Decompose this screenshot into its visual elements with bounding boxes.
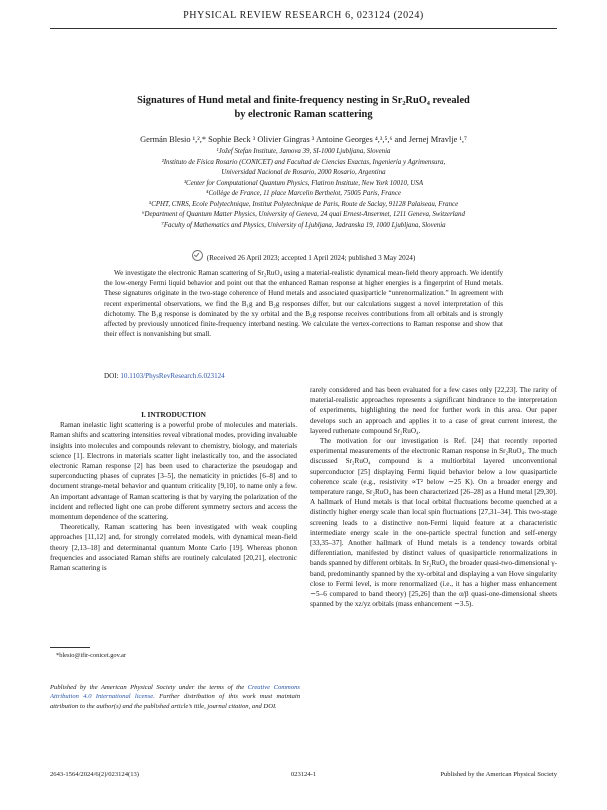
- affiliation: Universidad Nacional de Rosario, 2000 Rosario, Argentina: [221, 169, 386, 176]
- title-line-1: Signatures of Hund metal and finite-frequency nesting in Sr₂RuO₄ revealed: [137, 95, 470, 106]
- affiliation: ³Center for Computational Quantum Physics, Flatiron Institute, New York 10010, USA: [183, 179, 424, 187]
- affiliations: [40, 147, 567, 231]
- affiliation: ¹Jožef Stefan Institute, Jamova 39, SI-1000 Ljubljana, Slovenia: [216, 148, 391, 155]
- author-list: Germán Blesio ¹,²,* Sophie Beck ³ Olivier Gingras ³ Antoine Georges ⁴,³,⁵,⁶ and Jernej Mravlje ¹,⁷: [140, 135, 467, 144]
- left-column: [50, 410, 297, 573]
- paragraph: Theoretically, Raman scattering has been investigated with weak coupling approaches [11,12] and, for strongly correlated models, with dynamical mean-field theory [2,13–18] and determinantal quantum Monte Carlo [19]. Whereas phonon frequencies and associated Raman shifts are routinely calculated [20,21], electronic Raman scattering is: [50, 523, 297, 573]
- abstract-text: We investigate the electronic Raman scattering of Sr₂RuO₄ using a material-realistic dynamical mean-field theory approach. We identify the low-energy Fermi liquid behavior and point out that the enhanced Raman response at higher energies is a fingerprint of Hund metals. These signatures originate in the two-stage coherence of Hund metals and associated quasiparticle “unrenormalization.” In agreement with recent experimental observations, we find the B₁g and B₂g responses differ, but our calculations suggest a novel interpretation of this dichotomy. The B₁g response is dominated by the xy orbital and the B₂g response receives contributions from all orbitals and is strongly affected by previously unnoticed finite-frequency interband nesting. We calculate the vertex-corrections to Raman response and show that their effect is nonvanishing but small.: [104, 269, 503, 339]
- affiliation: ⁶Department of Quantum Matter Physics, University of Geneva, 24 quai Ernest-Ansermet, 1211 Geneva, Switzerland: [142, 211, 465, 218]
- header-rule: [50, 28, 557, 29]
- license-link[interactable]: Creative Commons Attribution 4.0 International license: [50, 684, 300, 701]
- affiliation: ²Instituto de Física Rosario (CONICET) and Facultad de Ciencias Exactas, Ingeniería y Agrimensura,: [161, 158, 446, 166]
- license-text-before: Published by the American Physical Society under the terms of the: [50, 684, 248, 691]
- running-header: PHYSICAL REVIEW RESEARCH 6, 023124 (2024): [183, 10, 424, 21]
- abstract: [104, 268, 503, 339]
- affiliation: ⁴Collège de France, 11 place Marcelin Berthelot, 75005 Paris, France: [206, 190, 401, 197]
- footer-publisher: Published by the American Physical Society: [440, 771, 557, 778]
- footnote-rule: [50, 647, 90, 648]
- doi-label: DOI:: [104, 372, 119, 380]
- footer-page-number: 023124-1: [290, 771, 317, 778]
- paragraph: Raman inelastic light scattering is a powerful probe of molecules and materials. Raman shifts and scattering intensities reveal vibrational modes, providing invaluable insights into molecules and compounds relevant to chemistry, biology, and materials science [1]. Electrons in materials scatter light inelastically too, and the associated electronic Raman response [2] has been used to characterize the pseudogap and superconducting phases of cuprates [3–5], the nematicity in pnictides [6–8] and to document strange-metal behavior and quantum criticality [9,10], to name only a few. An important advantage of Raman scattering is that by varying the polarization of the incident and reflected light one can probe different symmetry sectors and access the momentum dependence of the scattering.: [50, 421, 297, 522]
- check-for-updates-icon[interactable]: [192, 250, 203, 261]
- doi-link[interactable]: 10.1103/PhysRevResearch.6.023124: [120, 372, 225, 380]
- doi-line: [104, 372, 225, 380]
- article-title: [60, 94, 547, 122]
- right-column: [310, 385, 557, 609]
- footer-issn: 2643-1564/2024/6(2)/023124(13): [50, 771, 140, 778]
- paragraph: The motivation for our investigation is Ref. [24] that recently reported experimental measurements of the electronic Raman response in Sr₂RuO₄. The much discussed Sr₂RuO₄ compound is a multiorbital layered unconventional superconductor [25] displaying Fermi liquid behavior below a low quasiparticle coherence scale (e.g., resistivity ∝T² below ∼25 K). On a broader energy and temperature range, Sr₂RuO₄ has been characterized [26–28] as a Hund metal [29,30]. A hallmark of Hund metals is that local orbital fluctuations become quenched at a distinctly higher energy scale than local spin fluctuations [27,31–34]. This two-stage screening leads to a distinctive non-Fermi liquid feature at a characteristic intermediate energy scale in the one-particle spectral function and self-energy [33,35–37]. Another hallmark of Hund metals is a tendency towards orbital differentiation, manifested by distinct values of quasiparticle renormalizations in bands spanned by different orbitals. In Sr₂RuO₄ the broader quasi-two-dimensional γ-band, predominantly spanned by the xy-orbital and displaying a van Hove singularity close to Fermi level, is more renormalized (i.e., it has a higher mass enhancement ∼5–6 compared to band theory) [25,26] than the α/β quasi-one-dimensional sheets spanned by the xz/yz orbitals (mass enhancement ∼3.5).: [310, 437, 557, 609]
- section-heading: I. INTRODUCTION: [141, 410, 206, 419]
- corresponding-author-email[interactable]: *blesio@ifir-conicet.gov.ar: [56, 652, 126, 659]
- affiliation: ⁵CPHT, CNRS, Ecole Polytechnique, Institut Polytechnique de Paris, Route de Saclay, 91128 Palaiseau, France: [148, 200, 459, 208]
- title-line-2: by electronic Raman scattering: [234, 109, 373, 120]
- license-notice: [50, 683, 300, 711]
- received-dates: [40, 250, 567, 262]
- paragraph: rarely considered and has been evaluated for a few cases only [22,23]. The rarity of material-realistic approaches represents a significant hindrance to the interpretation of experiments, highlighting the need for further work in this area. Our paper develops such an approach and applies it to a case of great current interest, the layered ruthenate compound Sr₂RuO₄.: [310, 386, 557, 435]
- affiliation: ⁷Faculty of Mathematics and Physics, University of Ljubljana, Jadranska 19, 1000 Ljubljana, Slovenia: [161, 221, 446, 229]
- received-text: (Received 26 April 2023; accepted 1 April 2024; published 3 May 2024): [206, 254, 416, 262]
- license-text-after: . Further distribution of this work must maintain attribution to the author(s) and the published article’s title, journal citation, and DOI.: [50, 693, 300, 710]
